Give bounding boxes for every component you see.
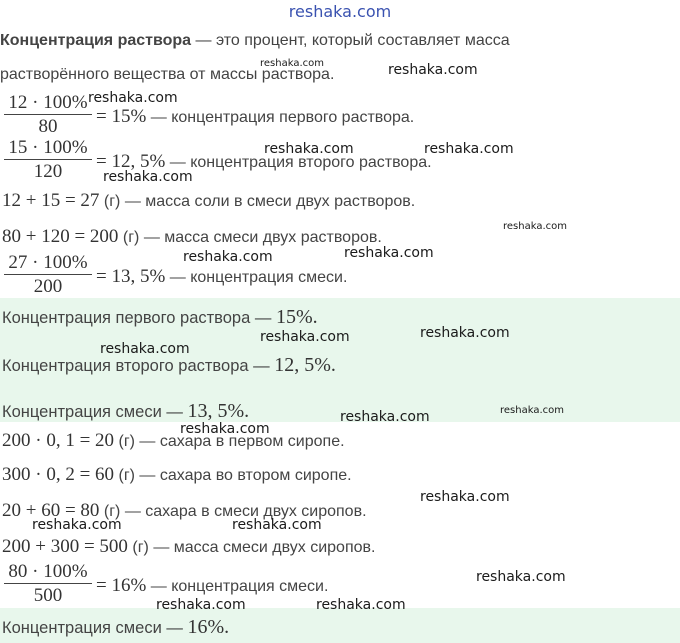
watermark: reshaka.com	[100, 341, 190, 357]
mass-sum-unit: (г)	[118, 229, 140, 246]
watermark: reshaka.com	[424, 141, 514, 157]
fraction-1-result: = 15%	[96, 106, 147, 127]
syrup-mass-line	[2, 536, 375, 558]
fraction-4-denominator: 500	[33, 585, 63, 606]
sugar-2-unit: (г)	[114, 467, 135, 484]
answer-2	[2, 354, 336, 377]
sugar-1-text: — сахара в первом сиропе.	[134, 433, 345, 450]
watermark: reshaka.com	[264, 141, 354, 157]
answer-3	[2, 400, 249, 423]
fraction-1	[4, 92, 92, 139]
watermark: reshaka.com	[103, 169, 193, 185]
definition-line-1	[0, 32, 510, 50]
answer-1	[2, 306, 318, 329]
answer-2-value: 12, 5%.	[274, 354, 336, 376]
answer-4-text: Концентрация смеси —	[2, 619, 188, 637]
sugar-2-expr: 300 · 0, 2 = 60	[2, 464, 115, 485]
sugar-2-text: — сахара во втором сиропе.	[134, 467, 352, 484]
fraction-2-numerator: 15 · 100%	[4, 137, 92, 160]
fraction-1-text: — концентрация первого раствора.	[146, 109, 415, 126]
salt-sum-line	[2, 190, 415, 212]
answer-block-2	[0, 608, 680, 643]
mass-sum-line	[2, 226, 382, 248]
syrup-mass-text: — масса смеси двух сиропов.	[148, 539, 376, 556]
mass-sum-expr: 80 + 120 = 200	[2, 226, 119, 247]
watermark: reshaka.com	[503, 221, 567, 232]
watermark: reshaka.com	[340, 409, 430, 425]
watermark: reshaka.com	[388, 62, 478, 78]
fraction-2-result: = 12, 5%	[96, 151, 166, 172]
watermark: reshaka.com	[88, 90, 178, 106]
site-title[interactable]: reshaka.com	[288, 2, 392, 21]
mass-sum-text: — масса смеси двух растворов.	[139, 229, 382, 246]
fraction-2	[4, 137, 92, 184]
fraction-3-result: = 13, 5%	[96, 266, 166, 287]
sugar-1-expr: 200 · 0, 1 = 20	[2, 430, 115, 451]
salt-sum-text: — масса соли в смеси двух растворов.	[120, 193, 416, 210]
answer-3-text: Концентрация смеси —	[2, 403, 188, 421]
answer-block-1	[0, 298, 680, 422]
fraction-2-text: — концентрация второго раствора.	[165, 154, 432, 171]
watermark: reshaka.com	[420, 489, 510, 505]
fraction-4	[4, 561, 92, 608]
watermark: reshaka.com	[476, 569, 566, 585]
fraction-4-numerator: 80 · 100%	[4, 561, 92, 584]
fraction-4-rest	[96, 575, 328, 597]
sugar-sum-text: — сахара в смеси двух сиропов.	[120, 503, 367, 520]
watermark: reshaka.com	[156, 597, 246, 613]
answer-4	[2, 616, 229, 639]
definition-text-1: — это процент, который составляет масса	[191, 32, 510, 49]
watermark: reshaka.com	[420, 325, 510, 341]
watermark: reshaka.com	[260, 58, 324, 69]
fraction-2-denominator: 120	[33, 161, 63, 182]
fraction-3-numerator: 27 · 100%	[4, 252, 92, 275]
salt-sum-unit: (г)	[99, 193, 121, 210]
definition-line-2: растворённого вещества от массы раствора.	[0, 66, 335, 83]
fraction-4-result: = 16%	[96, 575, 147, 596]
answer-1-value: 15%.	[275, 306, 318, 328]
answer-1-text: Концентрация первого раствора —	[2, 309, 276, 327]
sugar-sum-expr: 20 + 60 = 80	[2, 500, 100, 521]
fraction-3-denominator: 200	[33, 276, 63, 297]
syrup-mass-expr: 200 + 300 = 500	[2, 536, 128, 557]
sugar-1-unit: (г)	[114, 433, 135, 450]
watermark: reshaka.com	[316, 597, 406, 613]
answer-3-value: 13, 5%.	[187, 400, 250, 422]
watermark: reshaka.com	[180, 421, 270, 437]
watermark: reshaka.com	[260, 329, 350, 345]
watermark: reshaka.com	[232, 517, 322, 533]
fraction-3-rest	[96, 266, 347, 288]
watermark: reshaka.com	[344, 245, 434, 261]
watermark: reshaka.com	[500, 405, 564, 416]
syrup-mass-unit: (г)	[127, 539, 149, 556]
fraction-1-rest	[96, 106, 414, 128]
answer-4-value: 16%.	[187, 616, 230, 638]
fraction-3	[4, 252, 92, 299]
fraction-4-text: — концентрация смеси.	[146, 578, 329, 595]
fraction-3-text: — концентрация смеси.	[165, 269, 348, 286]
answer-2-text: Концентрация второго раствора —	[2, 357, 275, 375]
watermark: reshaka.com	[32, 517, 122, 533]
salt-sum-expr: 12 + 15 = 27	[2, 190, 100, 211]
term: Концентрация раствора	[0, 32, 192, 49]
fraction-1-denominator: 80	[38, 116, 58, 137]
sugar-sum-unit: (г)	[99, 503, 121, 520]
watermark: reshaka.com	[183, 249, 273, 265]
fraction-1-numerator: 12 · 100%	[4, 92, 92, 115]
sugar-2-line	[2, 464, 352, 486]
sugar-1-line	[2, 430, 345, 452]
